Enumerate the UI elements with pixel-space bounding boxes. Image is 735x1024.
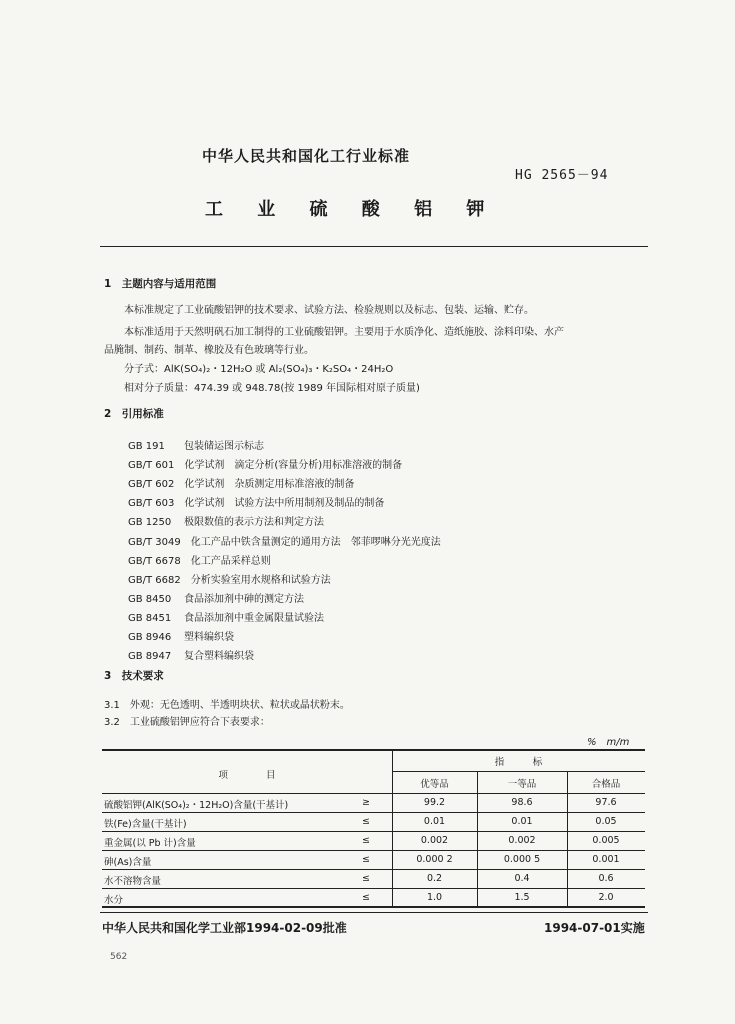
reference-title: 化学试剂 杂质测定用标准溶液的制备: [184, 479, 355, 491]
reference-code: GB/T 603: [128, 498, 175, 510]
reference-title: 化工产品中铁含量测定的通用方法 邻菲啰啉分光光度法: [190, 536, 441, 548]
table-operator: ≤: [362, 873, 370, 884]
reference-item: [128, 456, 402, 471]
implementation-date: 1994-07-01实施: [544, 921, 645, 935]
reference-title: 化学试剂 滴定分析(容量分析)用标准溶液的制备: [184, 460, 403, 472]
reference-code: GB 1250: [128, 517, 172, 529]
section-1-heading: 1 主题内容与适用范围: [104, 278, 217, 290]
grade-premium-header: 优等品: [420, 779, 449, 790]
table-grid-line: [392, 771, 645, 772]
table-item-name: 硫酸铝钾(AlK(SO₄)₂・12H₂O)含量(干基计): [104, 800, 289, 811]
value-qualified-grade: 0.05: [595, 816, 617, 827]
reference-code: GB/T 602: [128, 479, 175, 491]
value-first-grade: 0.000 5: [503, 854, 541, 865]
reference-title: 食品添加剂中重金属限量试验法: [184, 612, 324, 624]
approval-line: 中华人民共和国化学工业部1994-02-09批准: [102, 921, 347, 935]
table-item-name: 水分: [104, 895, 124, 906]
spec-header: 指 标: [494, 757, 543, 768]
standard-organization: 中华人民共和国化工行业标准: [202, 147, 411, 165]
table-grid-line: [102, 869, 645, 870]
grade-first-header: 一等品: [507, 779, 537, 790]
reference-title: 分析实验室用水规格和试验方法: [190, 574, 331, 586]
footer-divider: [100, 912, 648, 913]
molecular-formula: 分子式：AlK(SO₄)₂・12H₂O 或 Al₂(SO₄)₃・K₂SO₄・24H₂O: [124, 364, 394, 375]
reference-item: [128, 647, 254, 662]
reference-title: 极限数值的表示方法和判定方法: [184, 517, 324, 529]
value-qualified-grade: 0.005: [592, 835, 620, 846]
reference-item: [128, 571, 331, 586]
value-premium-grade: 99.2: [423, 797, 446, 808]
table-operator: ≤: [362, 892, 370, 903]
reference-title: 食品添加剂中砷的测定方法: [184, 593, 304, 605]
section-1-paragraph-2b: 品腌制、制药、制革、橡胶及有色玻璃等行业。: [104, 345, 314, 356]
reference-item: [128, 475, 354, 490]
reference-code: GB 191: [128, 441, 165, 452]
value-qualified-grade: 97.6: [595, 797, 617, 808]
table-operator: ≥: [362, 797, 370, 808]
value-qualified-grade: 2.0: [598, 892, 614, 903]
value-premium-grade: 0.002: [420, 835, 449, 846]
reference-item: [128, 533, 441, 548]
table-item-name: 铁(Fe)含量(干基计): [104, 819, 187, 830]
value-qualified-grade: 0.001: [592, 854, 620, 865]
value-premium-grade: 1.0: [426, 892, 443, 903]
value-first-grade: 0.4: [514, 873, 530, 884]
reference-title: 化工产品采样总则: [190, 555, 271, 567]
reference-title: 复合塑料编织袋: [184, 651, 254, 663]
reference-item: [128, 552, 271, 567]
reference-item: [128, 494, 384, 509]
table-operator: ≤: [362, 816, 370, 827]
value-qualified-grade: 0.6: [598, 873, 614, 884]
unit-label: % m/m: [587, 737, 630, 748]
value-first-grade: 1.5: [514, 892, 530, 903]
reference-code: GB/T 601: [128, 460, 175, 472]
table-grid-line: [102, 812, 645, 813]
reference-title: 化学试剂 试验方法中所用制剂及制品的制备: [184, 498, 385, 510]
reference-item: [128, 628, 234, 643]
clause-3-1: 3.1 外观：无色透明、半透明块状、粒状或晶状粉末。: [104, 700, 350, 711]
section-3-heading: 3 技术要求: [104, 670, 164, 682]
reference-code: GB/T 6678: [128, 555, 181, 567]
standard-code: HG 2565－94: [515, 168, 609, 183]
table-item-name: 重金属(以 Pb 计)含量: [104, 838, 196, 849]
reference-item: [128, 513, 324, 528]
reference-code: GB 8947: [128, 651, 172, 663]
page-number: 562: [110, 952, 128, 962]
header-divider: [100, 246, 648, 247]
table-item-name: 砷(As)含量: [104, 857, 152, 868]
value-first-grade: 0.01: [511, 816, 533, 827]
reference-code: GB/T 6682: [128, 574, 181, 586]
value-premium-grade: 0.000 2: [416, 854, 453, 865]
table-border-top: [102, 749, 645, 751]
value-first-grade: 98.6: [511, 797, 533, 808]
section-2-heading: 2 引用标准: [104, 408, 164, 420]
grade-qualified-header: 合格品: [591, 779, 621, 790]
reference-code: GB 8451: [128, 612, 172, 624]
table-grid-line: [102, 850, 645, 851]
document-title: 工 业 硫 酸 铝 钾: [205, 199, 499, 220]
value-first-grade: 0.002: [508, 835, 536, 846]
value-premium-grade: 0.2: [426, 873, 443, 884]
table-grid-line: [102, 888, 645, 889]
table-grid-line: [102, 793, 645, 794]
reference-item: [128, 437, 264, 452]
molecular-mass: 相对分子质量：474.39 或 948.78(按 1989 年国际相对原子质量): [124, 383, 420, 394]
table-operator: ≤: [362, 854, 370, 865]
table-grid-line: [102, 831, 645, 832]
section-1-paragraph-1: 本标准规定了工业硫酸铝钾的技术要求、试验方法、检验规则以及标志、包装、运输、贮存。: [124, 305, 534, 316]
table-operator: ≤: [362, 835, 370, 846]
table-item-name: 水不溶物含量: [104, 876, 162, 887]
item-column-header: 项 目: [218, 770, 276, 781]
specification-table: [102, 749, 645, 907]
reference-title: 塑料编织袋: [184, 632, 234, 643]
clause-3-2: 3.2 工业硫酸铝钾应符合下表要求：: [104, 717, 270, 728]
reference-item: [128, 590, 304, 605]
reference-code: GB 8450: [128, 593, 172, 605]
reference-code: GB 8946: [128, 632, 172, 643]
reference-code: GB/T 3049: [128, 536, 181, 548]
value-premium-grade: 0.01: [423, 816, 446, 827]
section-1-paragraph-2a: 本标准适用于天然明矾石加工制得的工业硫酸铝钾。主要用于水质净化、造纸施胶、涂料印染、水产: [124, 327, 564, 338]
table-border-bottom: [102, 906, 645, 908]
reference-title: 包装储运图示标志: [184, 441, 264, 452]
reference-item: [128, 609, 324, 624]
